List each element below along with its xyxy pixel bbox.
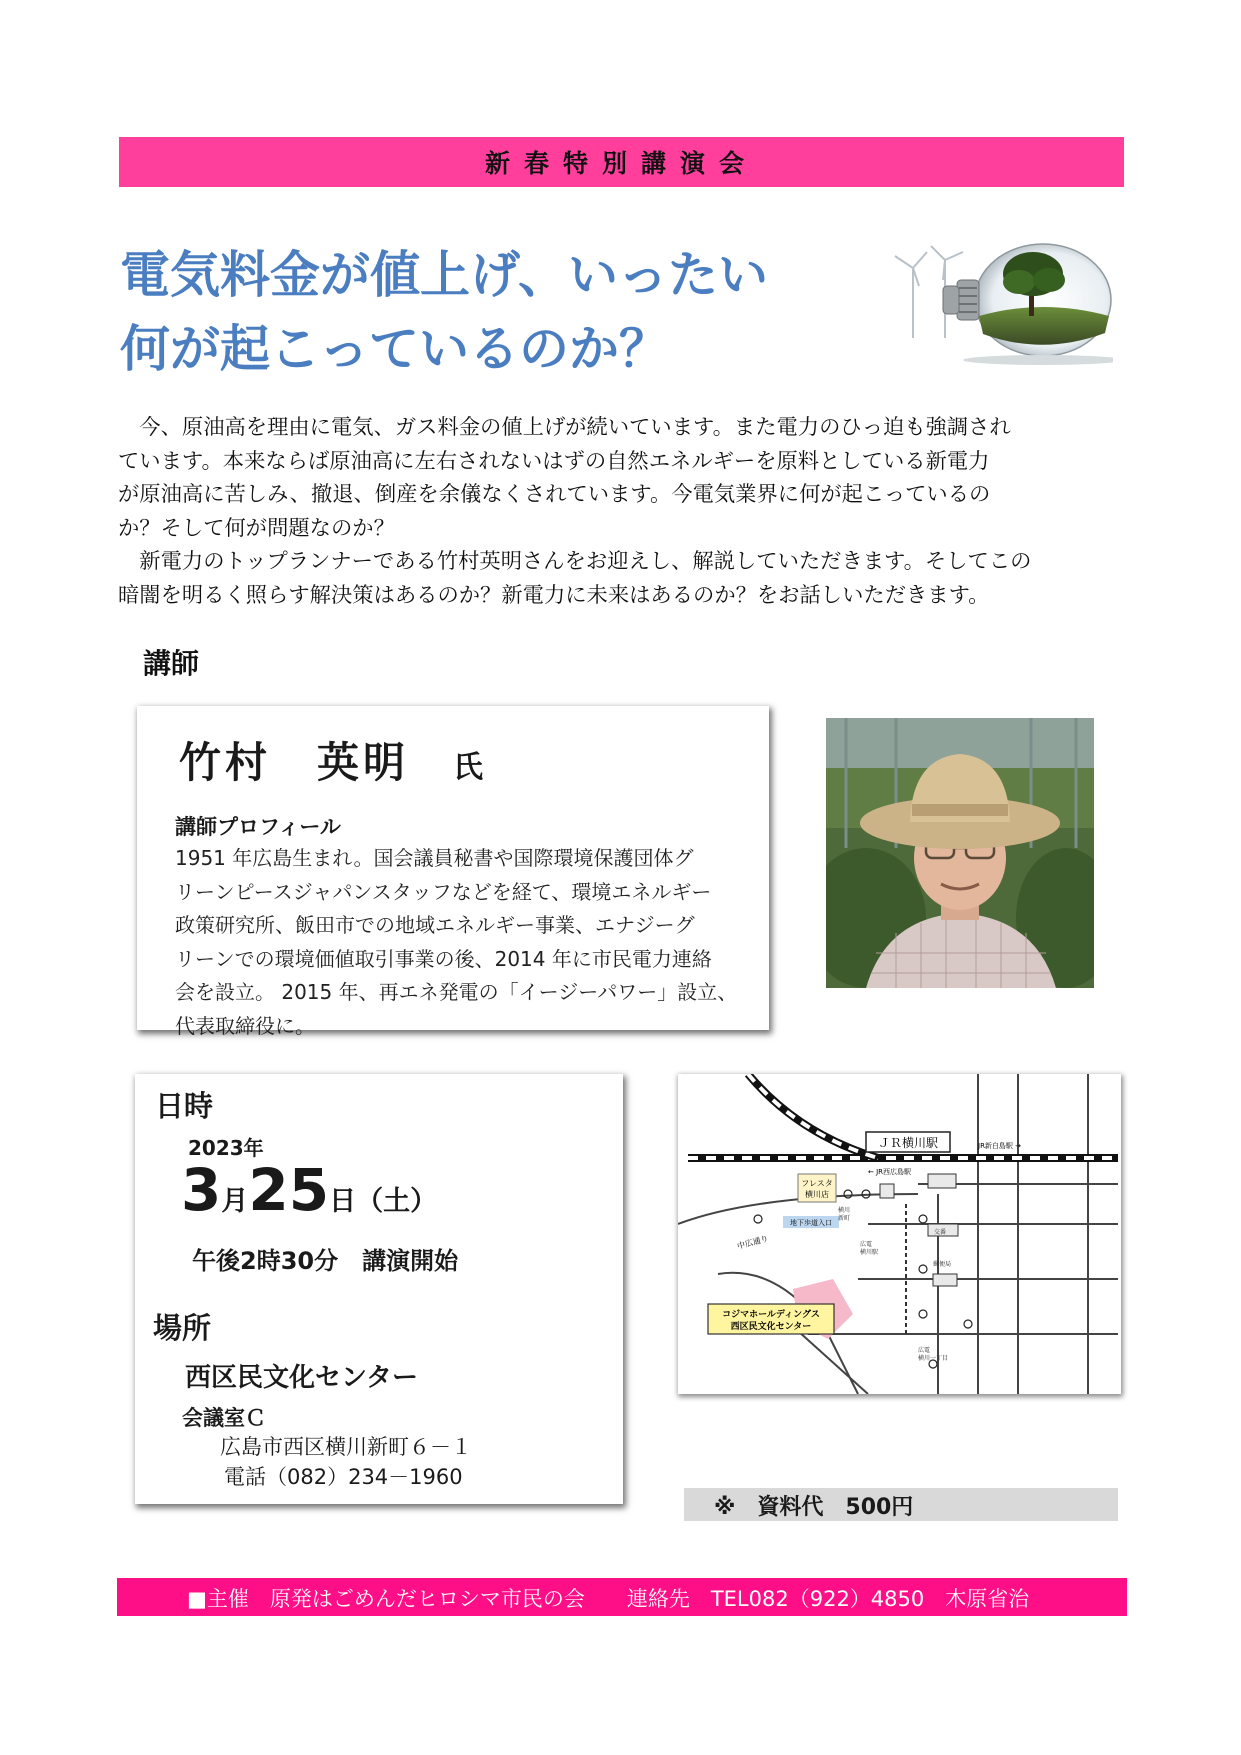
- access-map: [678, 1074, 1121, 1394]
- lecturer-honorific: 氏: [453, 750, 484, 785]
- event-month: 3: [181, 1156, 222, 1224]
- intro-para1-line3: が原油高に苦しみ、撤退、倒産を余儀なくされています。今電気業界に何が起こっているの: [118, 482, 991, 507]
- map-street-label: 中広通り: [736, 1233, 770, 1251]
- profile-line: 政策研究所、飯田市での地域エネルギー事業、エナジーグ: [175, 913, 695, 937]
- intro-text: [118, 411, 1128, 612]
- map-exit-label: ← JR西広島駅: [868, 1168, 912, 1176]
- map-right-label: JR新白島駅 →: [978, 1142, 1022, 1150]
- place-label: 場所: [153, 1311, 212, 1345]
- profile-line: 代表取締役に。: [175, 1013, 315, 1038]
- event-time: 午後2時30分 講演開始: [192, 1247, 459, 1275]
- lecturer-name-line: [179, 730, 483, 790]
- fee-bar: [684, 1488, 1118, 1521]
- map-road-mark: 新町: [838, 1215, 851, 1222]
- event-title: 新春特別講演会: [484, 149, 758, 178]
- event-date: [181, 1156, 437, 1224]
- map-venue-label-2: 西区民文化センター: [730, 1322, 812, 1332]
- fee-text: ※ 資料代 500円: [714, 1495, 914, 1520]
- headline: [120, 238, 880, 386]
- profile-title: 講師プロフィール: [175, 815, 341, 839]
- map-road-mark: 広電: [860, 1241, 873, 1248]
- map-station-label: ＪＲ横川駅: [877, 1136, 939, 1150]
- map-road-mark: 交番: [934, 1229, 947, 1236]
- profile-line: リーンでの環境価値取引事業の後、2014 年に市民電力連絡: [175, 946, 712, 971]
- profile-line: 会を設立。 2015 年、再エネ発電の「イージーパワー」設立、: [175, 980, 738, 1004]
- event-banner: [119, 137, 1124, 187]
- month-unit: 月: [221, 1186, 249, 1217]
- map-road-mark: 郵便局: [933, 1261, 952, 1268]
- lecturer-photo: [826, 718, 1094, 988]
- profile-line: 1951 年広島生まれ。国会議員秘書や国際環境保護団体グ: [175, 846, 694, 870]
- phone-line: 電話（082）234－1960: [224, 1465, 463, 1489]
- map-road-mark: 横川: [838, 1207, 851, 1214]
- profile-text: [175, 842, 760, 1043]
- event-year: 2023年: [188, 1136, 264, 1160]
- lecturer-name: 竹村 英明: [179, 738, 410, 787]
- event-day: 25: [248, 1156, 330, 1224]
- map-drawing: [678, 1074, 1121, 1394]
- address-line: 広島市西区横川新町６－１: [220, 1435, 472, 1459]
- datetime-label: 日時: [155, 1089, 214, 1123]
- organizer-text: ■主催 原発はごめんだヒロシマ市民の会 連絡先 TEL082（922）4850 木原省治: [187, 1587, 1030, 1611]
- map-fresta-label-1: フレスタ: [801, 1179, 833, 1188]
- map-fresta-label-2: 横川店: [805, 1190, 829, 1199]
- intro-para1-line2: ています。本来ならば原油高に左右されないはずの自然エネルギーを原料としている新電力: [118, 448, 990, 474]
- headline-line-2: 何が起こっているのか？: [120, 320, 669, 378]
- day-unit: 日（土）: [329, 1186, 438, 1217]
- intro-para1-line1: 今、原油高を理由に電気、ガス料金の値上げが続いています。また電力のひっ迫も強調され: [118, 415, 1011, 440]
- venue-name: 西区民文化センター: [185, 1363, 418, 1393]
- lecturer-card: [137, 706, 769, 1038]
- venue-room: 会議室Ｃ: [182, 1406, 266, 1430]
- intro-para2-line1: 新電力のトップランナーである竹村英明さんをお迎えし、解説していただきます。そしてこの: [118, 549, 1032, 574]
- map-underpass-label: 地下歩道入口: [790, 1219, 832, 1227]
- info-card: [135, 1074, 623, 1504]
- headline-line-1: 電気料金が値上げ、いったい: [120, 246, 768, 304]
- light-bulb-image: [883, 238, 1113, 368]
- profile-line: リーンピースジャパンスタッフなどを経て、環境エネルギー: [175, 879, 712, 904]
- intro-para1-line4: か？そして何が問題なのか？: [118, 515, 395, 541]
- map-road-mark: 横川駅: [860, 1249, 879, 1256]
- map-road-mark: 広電: [918, 1347, 931, 1354]
- venue-address: [220, 1432, 472, 1492]
- lecturer-section-label: 講師: [143, 647, 200, 680]
- organizer-banner: [117, 1578, 1127, 1616]
- map-venue-label-1: コジマホールディングス: [722, 1310, 820, 1320]
- intro-para2-line2: 暗闇を明るく照らす解決策はあるのか？新電力に未来はあるのか？をお話しいただきます。: [118, 582, 990, 608]
- map-road-mark: 横川一丁目: [918, 1355, 949, 1362]
